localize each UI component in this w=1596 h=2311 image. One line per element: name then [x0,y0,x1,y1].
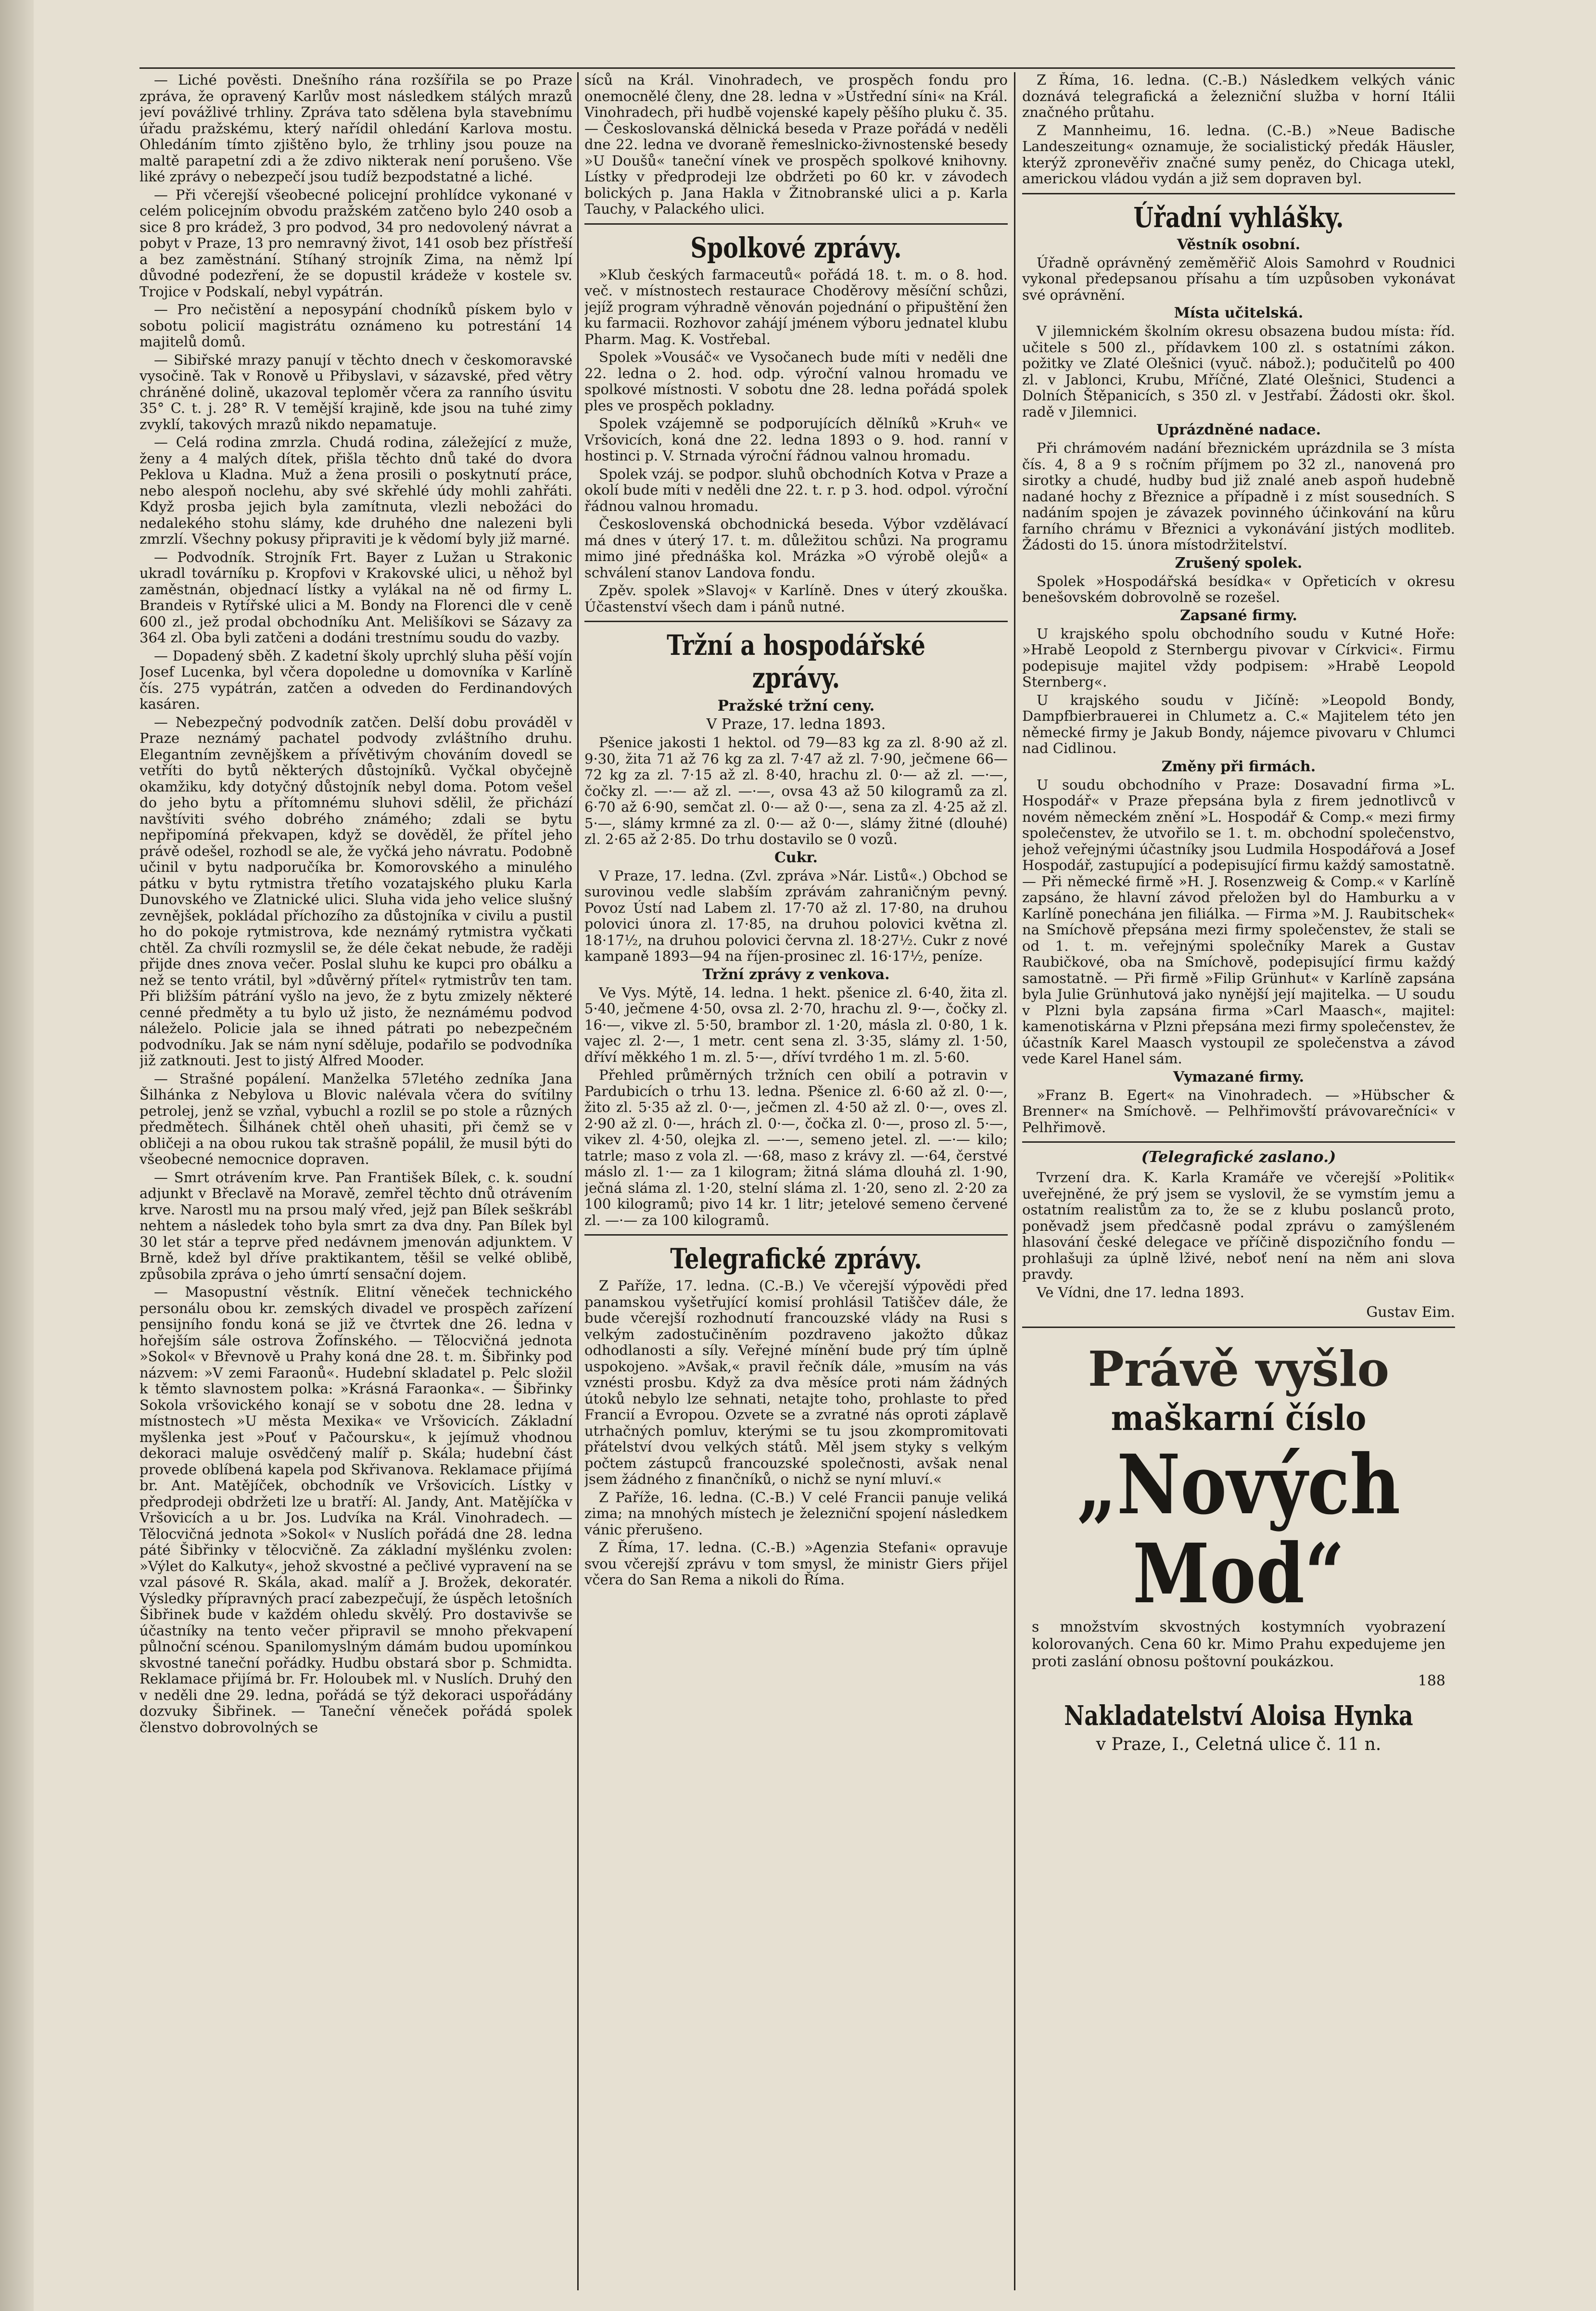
official-foundation: Při chrámovém nadání březnickém uprázdnila se 3 místa čís. 4, 8 a 9 s ročním příjmem po 32 zl., nanovená pro sirotky a chudé, hudby bud již znalé aneb aspoň hudebně nadané hochy z Březnice a případně i z míst sousedních. S nadáním spojen je závazek povinného účinkování na kůru farního chrámu v Březnici a vykonávání jistých modliteb. Žádosti do 15. února místodržitelství. [1022,440,1455,553]
ad-subheadline: maškarní číslo [1111,1397,1367,1438]
subheading-dissolved: Zrušený spolek. [1175,554,1303,572]
telegraph-mannheim: Z Mannheimu, 16. ledna. (C.-B.) »Neue Badische Landeszeitung« oznamuje, že socialistický předák Häusler, kterýž zpronevěřiv značné sumy peněz, do Chicaga utekl, americkou vládou vydán a již sem dopraven byl. [1022,122,1455,187]
subheading-foundations: Uprázdněné nadace. [1156,421,1321,438]
ad-number: 188 [1418,1673,1445,1689]
news-fraudster: — Podvodník. Strojník Frt. Bayer z Lužan u Strakonic ukradl továrníku p. Kropfovi v Krakovské ulici, u něhož byl zaměstnán, objednací lístky a vylákal na ně od firmy L. Brandeis v Rytířské ulici a M. Bondy na Florenci dle v ceně 600 zl., jež prodal obchodníku Ant. Melišíkovi se Sázavy za 364 zl. Oba byli zatčeni a dodáni trestnímu soudu do vazby. [139,549,572,646]
column-left [139,72,572,2285]
assoc-vousac: Spolek »Vousáč« ve Vysočanech bude míti v neděli dne 22. ledna o 2. hod. odp. výroční valnou hromadu ve spolkové místnosti. V sobotu dne 28. ledna pořádá spolek ples ve prospěch pokladny. [584,349,1008,414]
subheading-sugar: Cukr. [774,849,818,866]
section-rule [584,223,1008,225]
section-heading-official: Úřadní vyhlášky. [1133,201,1344,234]
section-rule [1022,193,1455,194]
news-burns: — Strašné popálení. Manželka 57letého zedníka Jana Šilhánka z Nebylova u Blovic nalévala včera do svítilny petrolej, jenž se vzňal, vybuchl a rozlil se po stole a různých předmětech. Šilhánek chtěl oheň uhasiti, při čemž se v obličeji a na obou rukou tak strašně popálil, že musil býti do všeobecné nemocnice dopraven. [139,1070,572,1167]
column-divider-2 [1014,72,1015,2290]
signature: Gustav Eim. [1366,1304,1455,1321]
market-vysoke-myto: Ve Vys. Mýtě, 14. ledna. 1 hekt. pšenice zl. 6·40, žita zl. 5·40, ječmene 4·50, ovsa zl. 2·70, hrachu zl. 9·—, čočky zl. 16·—, vikve zl. 5·50, brambor zl. 1·20, másla zl. 0·80, 1 k. vajec zl. 2·—, 1 metr. cent sena zl. 3·35, slámy zl. 1·50, dříví měkkého 1 m. zl. 5·—, dříví tvrdého 1 m. zl. 5·60. [584,984,1008,1065]
official-deleted-firms: »Franz B. Egert« na Vinohradech. — »Hübscher & Brenner« na Smíchově. — Pelhřimovští právovarečníci« v Pelhřimově. [1022,1086,1455,1136]
telegraph-sent-heading: (Telegrafické zaslano.) [1141,1148,1336,1166]
section-rule [1022,1141,1455,1143]
official-firm-jicin: U krajského soudu v Jičíně: »Leopold Bondy, Dampfbierbrauerei in Chlumetz a. C.« Majitelem této jen německé firmy je Jakub Bondy, nájemce pivovaru v Chlumci nad Cidlinou. [1022,691,1455,756]
news-continuation: síců na Král. Vinohradech, ve prospěch fondu pro onemocnělé členy, dne 28. ledna v »Ústřední síni« na Král. Vinohradech, při hudbě vojenské kapely pěšího pluku č. 35. — Českoslovanská dělnická beseda v Praze pořádá v neděli dne 22. ledna ve dvoraně řemeslnicko-živnostenské besedy »U Doušů« taneční vínek ve prospěch spolkové knihovny. Lístky v předprodeji lze obdržeti po 60 kr. v závodech bolických p. Jana Hakla v Žitnobranské ulici a p. Karla Tauchy, v Palackého ulici. [584,72,1008,217]
assoc-kotva: Spolek vzáj. se podpor. sluhů obchodních Kotva v Praze a okolí bude míti v neděli dne 22. t. r. p 3. hod. odpol. výroční řádnou valnou hromadu. [584,465,1008,514]
section-heading-market: Tržní a hospodářské zprávy. [667,629,925,694]
statement-dateline: Ve Vídni, dne 17. ledna 1893. [1037,1284,1244,1301]
subheading-deleted: Vymazané firmy. [1173,1068,1305,1085]
ad-publisher: Nakladatelství Aloisa Hynka [1064,1700,1413,1732]
section-rule [584,621,1008,622]
statement-eim: Tvrzení dra. K. Karla Kramáře ve včerejší »Politik« uveřejněné, že prý jsem se vyslovil, že se vymstím jemu a ostatním realistům za to, že se z klubu poslanců proto, poněvadž jsem předčasně podal zprávu o zamýšleném hlasování české delegace ve příčině dispozičního fondu — prohlašuji za úplně lživé, neboť není na něm ani slova pravdy. [1022,1169,1455,1282]
news-family-froze: — Celá rodina zmrzla. Chudá rodina, záležející z muže, ženy a 4 malých dítek, přišla těchto dnů také do dvora Peklova u Kladna. Muž a žena prosili o poskytnutí práce, nebo alespoň noclehu, aby své skřehlé údy mohli zahřáti. Když prosba jejich byla zamítnuta, vlezli nebožáci do nedalekého stohu slámy, kde druhého dne nalezeni byli zmrzlí. Všechny pokusy připraviti je k vědomí byly již marné. [139,434,572,547]
section-rule [584,1234,1008,1236]
ad-body: s množstvím skvostných kostymních vyobrazení kolorovaných. Cena 60 kr. Mimo Prahu expedujeme jen proti zaslání obnosu poštovní poukázkou. [1032,1619,1445,1670]
subheading-teaching-posts: Místa učitelská. [1174,305,1304,321]
subheading-changes: Změny při firmách. [1161,758,1316,775]
column-divider-1 [577,72,579,2290]
dateline: V Praze, 17. ledna 1893. [706,716,886,733]
assoc-slavoj: Zpěv. spolek »Slavoj« v Karlíně. Dnes v úterý zkouška. Účastenství všech dam i pánů nutné. [584,582,1008,615]
news-siberian-frost: — Sibiřské mrazy panují v těchto dnech v českomoravské vysočině. Tak v Ronově u Přibyslavi, v sázavské, před větry chráněné dolině, ukazoval teploměr včera za ranního úsvitu 35° C. t. j. 28° R. V temější krajině, kde jsou na tuhé zimy zvyklí, takových mrazů nikdo nepamatuje. [139,351,572,433]
ad-address: v Praze, I., Celetná ulice č. 11 n. [1096,1735,1381,1754]
news-deserter: — Dopadený sběh. Z kadetní školy uprchlý sluha pěší vojín Josef Lucenka, byl včera dopoledne u domovníka v Karlíně čís. 275 vypátrán, zatčen a odveden do Ferdinandových kasáren. [139,647,572,712]
ad-title: „Nových Mod“ [1077,1437,1401,1622]
market-sugar: V Praze, 17. ledna. (Zvl. zpráva »Nár. Listů«.) Obchod se surovinou vedle slabším zprávám zahraničným pevný. Povoz Ústí nad Labem zl. 17·70 až zl. 17·80, na druhou polovici února zl. 17·85, na druhou polovici května zl. 18·17½, na druhou polovici června zl. 18·27½. Cukr z nové kampaně 1893—94 na říjen-prosinec zl. 16·17½, peníze. [584,867,1008,964]
official-firm-changes: U soudu obchodního v Praze: Dosavadní firma »L. Hospodář« v Praze přepsána byla z firem jednotlivců v novém německém znění »L. Hospodář & Comp.« mezi firmy společenstev, že utvořilo se 1. t. m. obchodní společenstvo, jehož veřejnými účastníky jsou Ludmila Hospodářová a Josef Hospodář, zastupující a podepisující firmu každý samostatně. — Při německé firmě »H. J. Rosenzweig & Comp.« v Karlíně zapsáno, že hlavní závod přeložen byl do Hamburku a v Karlíně ponechána jen filiálka. — Firma »M. J. Raubitschek« na Smíchově přepsána mezi firmy společenstev, že stali se od 1. t. m. veřejnými společníky Marek a Gustav Raubičkové, oba na Smíchově, podepisující firmu každý samostatně. — Při firmě »Filip Grünhut« v Karlíně zapsána byla Julie Grünhutová jako nynější její majitelka. — U soudu v Plzni byla zapsána firma »Carl Maasch«, majitel: kamenotiskárna v Plzni přepsána mezi firmy společenstev, že účastník Karel Maasch vystoupil ze společenstva a závod vede Karel Hanel sám. [1022,776,1455,1067]
subheading-registered: Zapsané firmy. [1180,607,1297,624]
market-pardubice: Přehled průměrných tržních cen obilí a potravin v Pardubicích o trhu 13. ledna. Pšenice zl. 6·60 až zl. 0·—, žito zl. 5·35 až zl. 0·—, ječmen zl. 4·50 až zl. 0·—, oves zl. 2·90 až zl. 0·—, hrách zl. 0·—, čočka zl. 0·—, proso zl. 5·—, vikev zl. 4·50, olejka zl. —·—, semeno jetel. zl. —·— kilo; tatrle; maso z vola zl. —·68, maso z krávy zl. —·64, čerstvé máslo zl. 1·— za 1 kilogram; žitná sláma dlouhá zl. 1·90, ječná sláma zl. 1·20, stelní sláma zl. 1·20, seno zl. 2·20 za 100 kilogramů; pivo 14 kr. 1 litr; jetelové semeno červené zl. —·— za 100 kilogramů. [584,1067,1008,1228]
news-carnival: — Masopustní věstník. Elitní věneček technického personálu obou kr. zemských divadel ve prospěch zařízení pensijního fondu koná se již ve čtvrtek dne 26. ledna v hořejším sále ostrova Žofínského. — Tělocvičná jednota »Sokol« v Břevnově u Prahy koná dne 28. t. m. Šibřinky pod názvem: »V zemi Faraonů«. Hudební skladatel p. Pelc složil k těmto slavnostem polka: »Krásná Faraonka«. — Šibřinky Sokola vršovického konají se v sobotu dne 28. ledna v místnostech »U města Mexika« ve Vršovicích. Základní myšlenka jest »Pouť v Pačoursku«, k jejímuž vhodnou dekoraci maluje osvědčený malíř p. Skála; hudební část provede oblíbená kapela pod Skřivanova. Reklamace přijímá br. Ant. Matějíček, obchodník ve Vršovicích. Lístky v předprodeji obdržeti lze u bratří: Al. Jandy, Ant. Matějíčka v Vršovicích a u br. Jos. Ludvíka na Král. Vinohradech. — Tělocvičná jednota »Sokol« v Nuslích pořádá dne 28. ledna páté Šibřinky v tělocvičně. Za základní myšlénku zvolen: »Výlet do Kalkuty«, jehož skvostné a pečlivé vypravení na se vzal pásové R. Skála, akad. malíř a J. Brožek, dekoratér. Výsledky přípravných prací zabezpečují, že úspěch letošních Šibřinek bude v každém ohledu skvělý. Pro dostavivše se účastníky na tento večer připravil se mnoho překvapení půlnoční scénou. Spanilomyslným dámám budou upomínkou skvostné taneční pořádky. Hudbu obstará sbor p. Schmidta. Reklamace přijímá br. Fr. Holoubek ml. v Nuslích. Druhý den v neděli dne 29. ledna, pořádá se týž dekoraci uspořádány dozvuky Šibřinek. — Taneční věneček pořádá spolek členstvo dobrovolných se [139,1284,572,1736]
news-false-rumors: — Liché pověsti. Dnešního rána rozšířila se po Praze zpráva, že opravený Karlův most následkem stálých mrazů jeví povážlivé trhliny. Zpráva tato sdělena byla stavebnímu úřadu pražskému, který nařídil ohledání Karlova mostu. Ohledáním tímto zjištěno bylo, že trhliny jsou pouze na maltě parapetní zdi a že zdivo nikterak není porušeno. Vše liké zprávy o nebezpečí jsou tudíž bezpodstatné a liché. [139,72,572,185]
subheading-country-markets: Tržní zprávy z venkova. [702,966,890,983]
telegraph-rome-16: Z Říma, 16. ledna. (C.-B.) Následkem velkých vánic doznává telegrafická a železniční služba v horní Itálii značného průtahu. [1022,72,1455,120]
assoc-kruh: Spolek vzájemně se podporujících dělníků »Kruh« ve Vršovicích, koná dne 22. ledna 1893 o 9. hod. ranní v hostinci p. V. Strnada výroční řádnou valnou hromadu. [584,415,1008,464]
column-middle [584,72,1008,2285]
assoc-pharmacists: »Klub českých farmaceutů« pořádá 18. t. m. o 8. hod. več. v místnostech restaurace Choděrovy měsíční schůzi, jejíž program výhradně věnován pojednání o připuštění žen ku farmacii. Rozhovor zahájí jménem výboru jednatel klubu Pharm. Mag. K. Vostřebal. [584,266,1008,347]
official-firm-kutna-hora: U krajského spolu obchodního soudu v Kutné Hoře: »Hrabě Leopold z Sternbergu pivovar v Církvici«. Firmu podepisuje majitel vždy podpisem: »Hrabě Leopold Sternberg«. [1022,625,1455,690]
top-rule [139,67,1455,69]
official-surveyor: Úřadně oprávněný zeměměřič Alois Samohrd v Roudnici vykonal předepsanou přísahu a tím uzpůsoben vykonávat své oprávnění. [1022,254,1455,303]
section-heading-telegraph: Telegrafické zprávy. [670,1242,922,1275]
news-sidewalks: — Pro nečistění a neposypání chodníků pískem bylo v sobotu policií magistrátu oznámeno ku potrestání 14 majitelů domů. [139,301,572,350]
column-right [1022,72,1455,2285]
telegraph-rome: Z Říma, 17. ledna. (C.-B.) »Agenzia Stefani« opravuje svou včerejší zprávu v tom smysl, že ministr Giers přijel včera do San Rema a nikoli do Říma. [584,1539,1008,1588]
official-dissolved: Spolek »Hospodářská besídka« v Opřeticích v okresu benešovském dobrovolně se rozešel. [1022,573,1455,605]
section-heading-associations: Spolkové zprávy. [690,231,902,264]
ad-headline: Právě vyšlo [1088,1341,1390,1397]
assoc-beseda: Československá obchodnická beseda. Výbor vzdělávací má dnes v úterý 17. t. m. důležitou schůzi. Na programu mimo jiné přednáška kol. Mrázka »O výrobě olejů« a schválení stanov Landova fondu. [584,516,1008,581]
news-blood-poisoning: — Smrt otrávením krve. Pan František Bílek, c. k. soudní adjunkt v Břeclavě na Moravě, zemřel těchto dnů otrávením krve. Narostl mu na prsou malý vřed, jejž pan Bílek seškrábl nehtem a následek toho byla smrt za dva dny. Pan Bílek byl 30 let stár a teprve před nedávnem jmenován adjunktem. V Brně, kdež byl dříve praktikantem, těšil se velké oblibě, způsobila zpráva o jeho úmrtí sensační dojem. [139,1169,572,1282]
telegraph-paris-2: Z Paříže, 16. ledna. (C.-B.) V celé Francii panuje veliká zima; na mnohých místech je železniční spojení následkem vánic přerušeno. [584,1489,1008,1538]
news-police-raid: — Při včerejší všeobecné policejní prohlídce vykonané v celém policejním obvodu pražském zatčeno bylo 240 osob a sice 8 pro krádež, 3 pro podvod, 34 pro nedovolený návrat a pobyt v Praze, 13 pro nemravný život, 141 osob bez přístřeší a bez zaměstnání. Stíhaný strojník Zima, na němž lpí důvodné podezření, že se dopustil krádeže v kostele sv. Trojice v Podskalí, nebyl vypátrán. [139,186,572,300]
market-prague: Pšenice jakosti 1 hektol. od 79—83 kg za zl. 8·90 až zl. 9·30, žita 71 až 76 kg za zl. 7·47 až zl. 7·90, ječmene 66—72 kg za zl. 7·15 až zl. 8·40, hrachu zl. 0·— až zl. —·—, čočky zl. —·— až zl. —·—, ovsa 43 až 50 kilogramů za zl. 6·70 až 6·90, semčat zl. 0·— až 0·—, sena za zl. 4·25 až zl. 5·—, slámy krmné za zl. 0·— až 0·—, slámy žitné (dlouhé) zl. 2·65 až 2·85. Do trhu dostavilo se 0 vozů. [584,734,1008,847]
subheading-personal: Věstník osobní. [1177,236,1301,253]
telegraph-paris-1: Z Paříže, 17. ledna. (C.-B.) Ve včerejší výpovědi před panamskou vyšetřující komisí prohlásil Tatiščev dále, že bude včerejší rozhodnutí francouzské vlády na Rusi s velkým zadostučiněním pozdraveno jakožto důkaz odhodlanosti a síly. Veřejné mínění bude prý tím úplně uspokojeno. »Avšak,« pravil řečník dále, »musím na vás vznésti prosbu. Když za dva měsíce proti nám žádných útoků nebylo lze sehnati, netajte toho, prohlaste to před Francií a Evropou. Ozvete se a zvratné nás oproti záplavě utrhačných pomluv, kterými se tu jsou zkompromitovati přátelství dvou velkých států. Měl jsem styky s velkým počtem zástupců francouzské společnosti, avšak nenal jsem žádného z finančníků, o nichž se nyní mluví.« [584,1277,1008,1487]
news-dangerous-fraudster: — Nebezpečný podvodník zatčen. Delší dobu prováděl v Praze neznámý pachatel podvody zvláštního druhu. Elegantním zevnějškem a přívětivým chováním dovedl se vetříti do bytů některých důstojníků. Vyčkal obyčejně okamžiku, kdy dotyčný důstojník nebyl doma. Potom vešel do jeho bytu a přítomnému sluhovi sdělil, že přichází navštíviti svého dobrého známého; zdali se bytu nepřipomíná překvapen, když se dověděl, že přítel jeho právě odešel, rozhodl se ale, že vyčká jeho návratu. Podobně učinil v bytu nadporučíka br. Komorovského a minulého pátku v bytu rytmistra třetího vozatajského pluku Karla Dunovského ve Zlatnické ulici. Sluha vida jeho velice slušný zevnějšek, pokládal příchozího za důstojníka v civilu a pustil ho do pokoje rytmistrova, kde neznámý rytmistra vyčkati chtěl. Za chvíli rozmyslil se, že déle čekat nebude, že raději přijde dnes znova večer. Poslal sluhu ke kupci pro obálku a než se tento vrátil, byl »důvěrný přítel« rytmistrův ten tam. Při bližším pátrání vyšlo na jevo, že z bytu zmizely některé cenné předměty a tu bylo už jisto, že neznámému podvod náleželo. Policie jala se ihned pátrati po nebezpečném podvodníku. Jak se nám nyní sděluje, podařilo se podvodníka již zatknouti. Jest to jistý Alfred Mooder. [139,714,572,1069]
section-rule [1022,1327,1455,1328]
official-teachers: V jilemnickém školním okresu obsazena budou místa: říd. učitele s 500 zl., přídavkem 100 zl. s ostatními zákon. požitky ve Zlaté Olešnici (vyuč. nábož.); podučitelů po 400 zl. v Jablonci, Krubu, Mříčné, Zlaté Olešnici, Studenci a Dolních Štěpanicích, s 350 zl. v Jestřabí. Žádosti okr. škol. radě v Jilemnici. [1022,323,1455,420]
subheading-prague-prices: Pražské tržní ceny. [717,697,875,715]
advertisement [1022,1342,1455,1755]
